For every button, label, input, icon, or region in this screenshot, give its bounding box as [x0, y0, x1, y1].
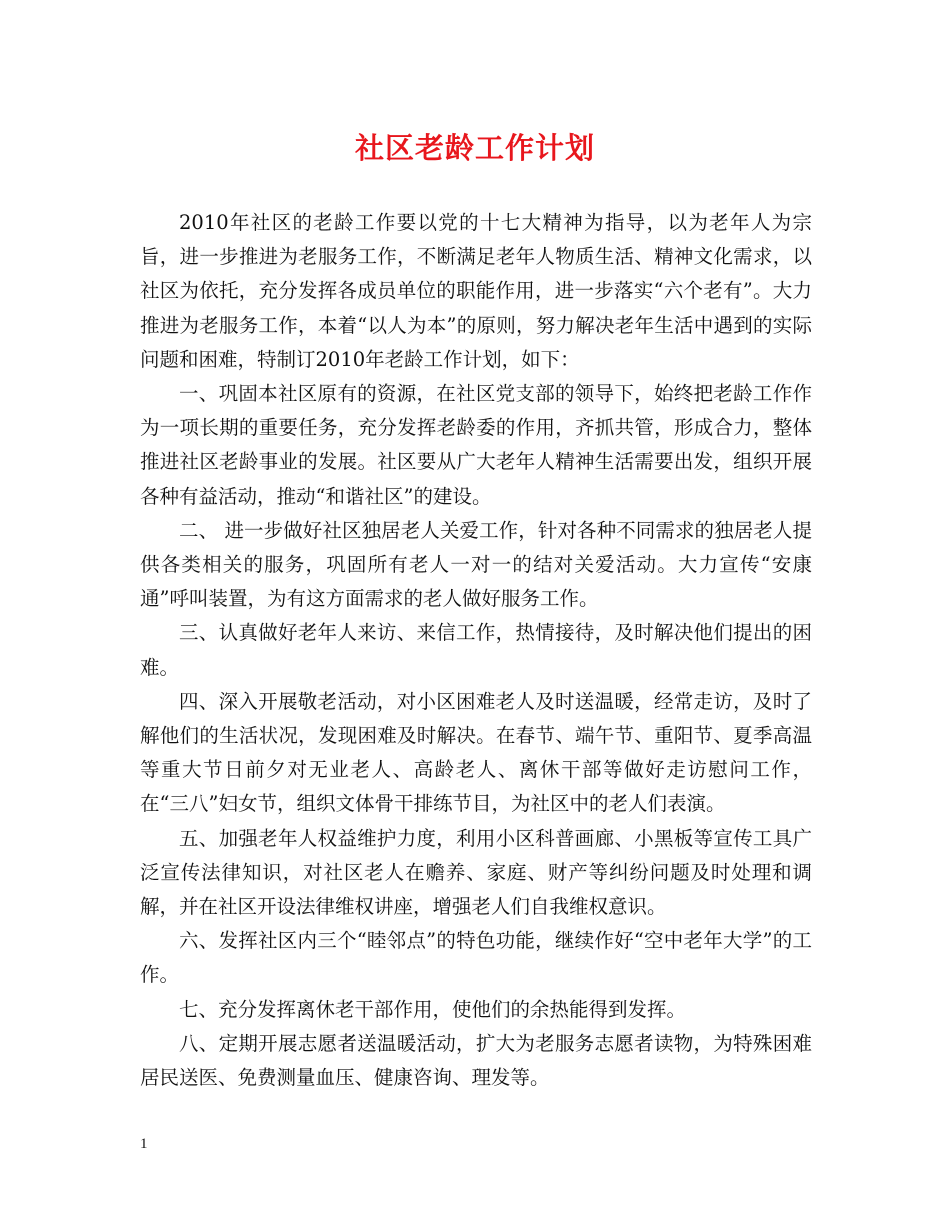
- item-paragraph-1: 一、巩固本社区原有的资源，在社区党支部的领导下，始终把老龄工作作为一项长期的重要任务，充分发挥老龄委的作用，齐抓共管，形成合力，整体推进社区老龄事业的发展。社区要从广大老年人精神生活需要出发，组织开展各种有益活动，推动“和谐社区”的建设。: [140, 382, 812, 508]
- item-paragraph-2: 二、 进一步做好社区独居老人关爱工作，针对各种不同需求的独居老人提供各类相关的服务，巩固所有老人一对一的结对关爱活动。大力宣传“安康通”呼叫装置，为有这方面需求的老人做好服务工作。: [140, 518, 812, 611]
- item-paragraph-6: 六、发挥社区内三个“睦邻点”的特色功能，继续作好“空中老年大学”的工作。: [140, 929, 812, 987]
- page-number: 1: [140, 1136, 148, 1152]
- item-paragraph-5: 五、加强老年人权益维护力度，利用小区科普画廊、小黑板等宣传工具广泛宣传法律知识，对社区老人在赡养、家庭、财产等纠纷问题及时处理和调解，并在社区开设法律维权讲座，增强老人们自我维权意识。: [140, 826, 812, 919]
- item-paragraph-7: 七、充分发挥离休老干部作用，使他们的余热能得到发挥。: [179, 997, 687, 1021]
- item-paragraph-3: 三、认真做好老年人来访、来信工作，热情接待，及时解决他们提出的困难。: [140, 621, 812, 679]
- intro-paragraph: 2010年社区的老龄工作要以党的十七大精神为指导，以为老年人为宗旨，进一步推进为老服务工作，不断满足老年人物质生活、精神文化需求，以社区为依托，充分发挥各成员单位的职能作用，进一步落实“六个老有”。大力推进为老服务工作，本着“以人为本”的原则，努力解决老年生活中遇到的实际问题和困难，特制订2010年老龄工作计划，如下：: [140, 211, 812, 371]
- document-title: 社区老龄工作计划: [354, 131, 595, 165]
- item-paragraph-8: 八、定期开展志愿者送温暖活动，扩大为老服务志愿者读物，为特殊困难居民送医、免费测量血压、健康咨询、理发等。: [140, 1031, 812, 1090]
- document-body: [140, 206, 812, 1095]
- item-paragraph-4: 四、深入开展敬老活动，对小区困难老人及时送温暖，经常走访，及时了解他们的生活状况，发现困难及时解决。在春节、端午节、重阳节、夏季高温等重大节日前夕对无业老人、高龄老人、离休干部等做好走访慰问工作，在“三八”妇女节，组织文体骨干排练节目，为社区中的老人们表演。: [140, 689, 812, 816]
